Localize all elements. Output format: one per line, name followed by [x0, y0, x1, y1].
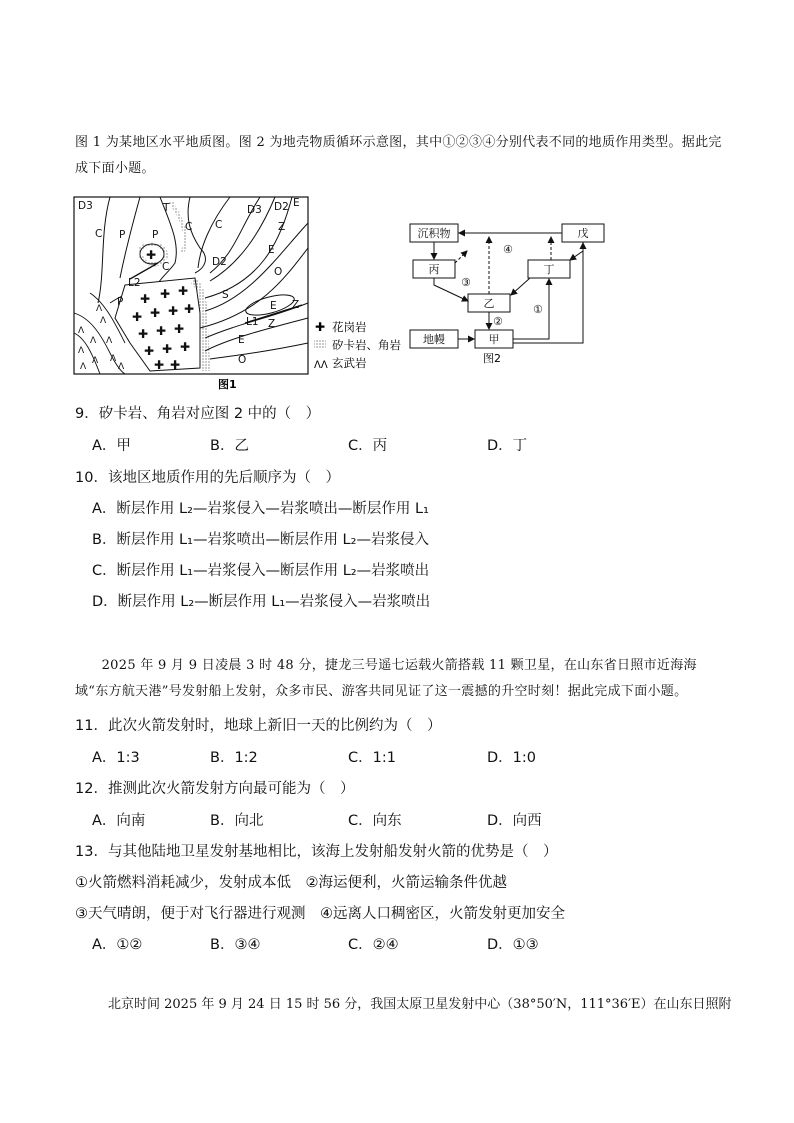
question-12-stem: 12．推测此次火箭发射方向最可能为（ ）	[75, 781, 355, 797]
question-13-stem: 13．与其他陆地卫星发射基地相比，该海上发射船发射火箭的优势是（ ）	[75, 844, 558, 860]
stratum-label: D2	[212, 256, 227, 268]
svg-text:✚: ✚	[138, 327, 149, 341]
granite-legend-icon: ✚	[315, 320, 326, 334]
figure-1-geologic-map	[70, 193, 415, 395]
question-12-option-c[interactable]: C．向东	[348, 813, 402, 829]
question-9-options	[92, 436, 652, 456]
stratum-label: P	[119, 229, 126, 241]
question-9-option-b[interactable]: B．乙	[210, 438, 249, 454]
question-9-option-d[interactable]: D．丁	[487, 438, 528, 454]
svg-text:ᐱ: ᐱ	[80, 362, 87, 372]
svg-text:✚: ✚	[180, 340, 191, 354]
stratum-label: Z	[268, 318, 276, 330]
svg-text:✚: ✚	[178, 284, 189, 298]
arrow-label-3: ③	[461, 276, 471, 289]
svg-text:ᐱ: ᐱ	[96, 304, 103, 314]
question-12-options	[92, 811, 652, 831]
svg-text:✚: ✚	[132, 310, 143, 324]
question-13-option-c[interactable]: C．②④	[348, 937, 399, 953]
stratum-label: C	[185, 221, 193, 233]
svg-text:✚: ✚	[140, 292, 151, 306]
question-12-option-b[interactable]: B．向北	[210, 813, 264, 829]
svg-text:✚: ✚	[168, 304, 179, 318]
question-13-option-d[interactable]: D．①③	[487, 937, 539, 953]
stratum-label: P	[152, 229, 159, 241]
svg-text:✚: ✚	[174, 322, 185, 336]
stratum-label: E	[293, 197, 300, 209]
legend-granite: 花岗岩	[332, 320, 367, 334]
svg-text:ᐱ: ᐱ	[118, 362, 125, 372]
stratum-label: S	[222, 289, 229, 301]
stratum-label: O	[274, 266, 283, 278]
question-11-stem: 11．此次火箭发射时，地球上新旧一天的比例约为（ ）	[75, 718, 442, 734]
stratum-label: D3	[78, 200, 93, 212]
svg-text:ᐱ: ᐱ	[100, 316, 107, 326]
stratum-label: T	[163, 202, 170, 214]
arrow-label-1: ①	[533, 303, 543, 316]
stratum-label: L1	[246, 316, 259, 328]
svg-text:✚: ✚	[170, 358, 181, 372]
svg-text:✚: ✚	[154, 358, 165, 372]
svg-text:✚: ✚	[150, 306, 161, 320]
box-yi: 乙	[483, 297, 495, 310]
svg-text:✚: ✚	[146, 248, 157, 262]
question-12-option-a[interactable]: A．向南	[92, 813, 146, 829]
svg-text:✚: ✚	[156, 324, 167, 338]
skarn-legend-icon	[314, 339, 326, 349]
stratum-label: P	[117, 296, 124, 308]
question-11-options	[92, 748, 652, 768]
stratum-label: Z	[292, 299, 300, 311]
box-ding: 丁	[543, 263, 555, 276]
question-11-option-b[interactable]: B．1:2	[210, 750, 258, 766]
question-10-option-c[interactable]: C．断层作用 L₁—岩浆侵入—断层作用 L₂—岩浆喷出	[92, 563, 430, 579]
svg-text:ᐱ: ᐱ	[110, 354, 117, 364]
stratum-label: E	[238, 334, 245, 346]
stratum-label: E	[270, 300, 277, 312]
question-13-option-a[interactable]: A．①②	[92, 937, 143, 953]
intro-paragraph-2: 2025 年 9 月 9 日凌晨 3 时 48 分，捷龙三号遥七运载火箭搭载 11 颗卫星，在山东省日照市近海海域“东方航天港”号发射船上发射，众多市民、游客共同见证了这一震撼的升空时刻！据此完成下面小题。	[75, 658, 697, 699]
question-13-option-b[interactable]: B．③④	[210, 937, 261, 953]
question-13-statement-2: ③天气晴朗，便于对飞行器进行观测 ④远离人口稠密区，火箭发射更加安全	[75, 906, 565, 922]
question-12-option-d[interactable]: D．向西	[487, 813, 542, 829]
basalt-legend-icon: ᐱᐱ	[314, 360, 328, 371]
stratum-label: O	[238, 354, 247, 366]
stratum-label: L2	[128, 277, 141, 289]
figure-2-rock-cycle	[405, 215, 620, 370]
svg-text:ᐱ: ᐱ	[78, 326, 85, 336]
intro-paragraph-3: 北京时间 2025 年 9 月 24 日 15 时 56 分，我国太原卫星发射中心（38°50′N，111°36′E）在山东日照附	[108, 997, 732, 1012]
question-13-statement-1: ①火箭燃料消耗减少，发射成本低 ②海运便利，火箭运输条件优越	[75, 875, 507, 891]
svg-text:✚: ✚	[160, 287, 171, 301]
arrow-label-4: ④	[503, 243, 513, 256]
question-10-option-b[interactable]: B．断层作用 L₁—岩浆喷出—断层作用 L₂—岩浆侵入	[92, 532, 429, 548]
question-11-option-c[interactable]: C．1:1	[348, 750, 396, 766]
box-jia: 甲	[488, 333, 500, 346]
question-9-option-c[interactable]: C．丙	[348, 438, 388, 454]
intro-paragraph-1: 图 1 为某地区水平地质图。图 2 为地壳物质循环示意图，其中①②③④分别代表不同的地质作用类型。据此完成下面小题。	[75, 135, 722, 176]
svg-text:ᐱ: ᐱ	[90, 336, 97, 346]
arrow-label-2: ②	[493, 315, 503, 328]
svg-text:ᐱ: ᐱ	[106, 336, 113, 346]
stratum-label: E	[268, 244, 275, 256]
question-10-option-a[interactable]: A．断层作用 L₂—岩浆侵入—岩浆喷出—断层作用 L₁	[92, 501, 429, 517]
stratum-label: D3	[247, 204, 262, 216]
box-sediment: 沉积物	[417, 227, 451, 240]
question-13-options	[92, 935, 652, 955]
svg-text:ᐱ: ᐱ	[78, 346, 85, 356]
box-wu: 戊	[577, 227, 589, 240]
figure-1-caption: 图1	[218, 378, 237, 391]
stratum-label: C	[95, 228, 103, 240]
svg-text:✚: ✚	[162, 342, 173, 356]
stratum-label: C	[215, 219, 223, 231]
question-9-option-a[interactable]: A．甲	[92, 438, 131, 454]
legend-basalt: 玄武岩	[332, 356, 367, 370]
svg-text:✚: ✚	[144, 344, 155, 358]
question-10-stem: 10．该地区地质作用的先后顺序为（ ）	[75, 470, 340, 486]
svg-text:✚: ✚	[184, 302, 195, 316]
svg-text:ᐱ: ᐱ	[92, 356, 99, 366]
figure-2-caption: 图2	[483, 352, 501, 365]
stratum-label: D2	[274, 201, 289, 213]
question-9-stem: 9．矽卡岩、角岩对应图 2 中的（ ）	[75, 406, 321, 422]
question-11-option-a[interactable]: A．1:3	[92, 750, 140, 766]
stratum-label: C	[162, 261, 170, 273]
stratum-label: Z	[278, 221, 286, 233]
box-mantle: 地幔	[423, 333, 445, 346]
question-11-option-d[interactable]: D．1:0	[487, 750, 537, 766]
box-bing: 丙	[428, 263, 440, 276]
question-10-option-d[interactable]: D．断层作用 L₂—断层作用 L₁—岩浆侵入—岩浆喷出	[92, 594, 431, 610]
legend-skarn: 矽卡岩、角岩	[332, 338, 401, 352]
